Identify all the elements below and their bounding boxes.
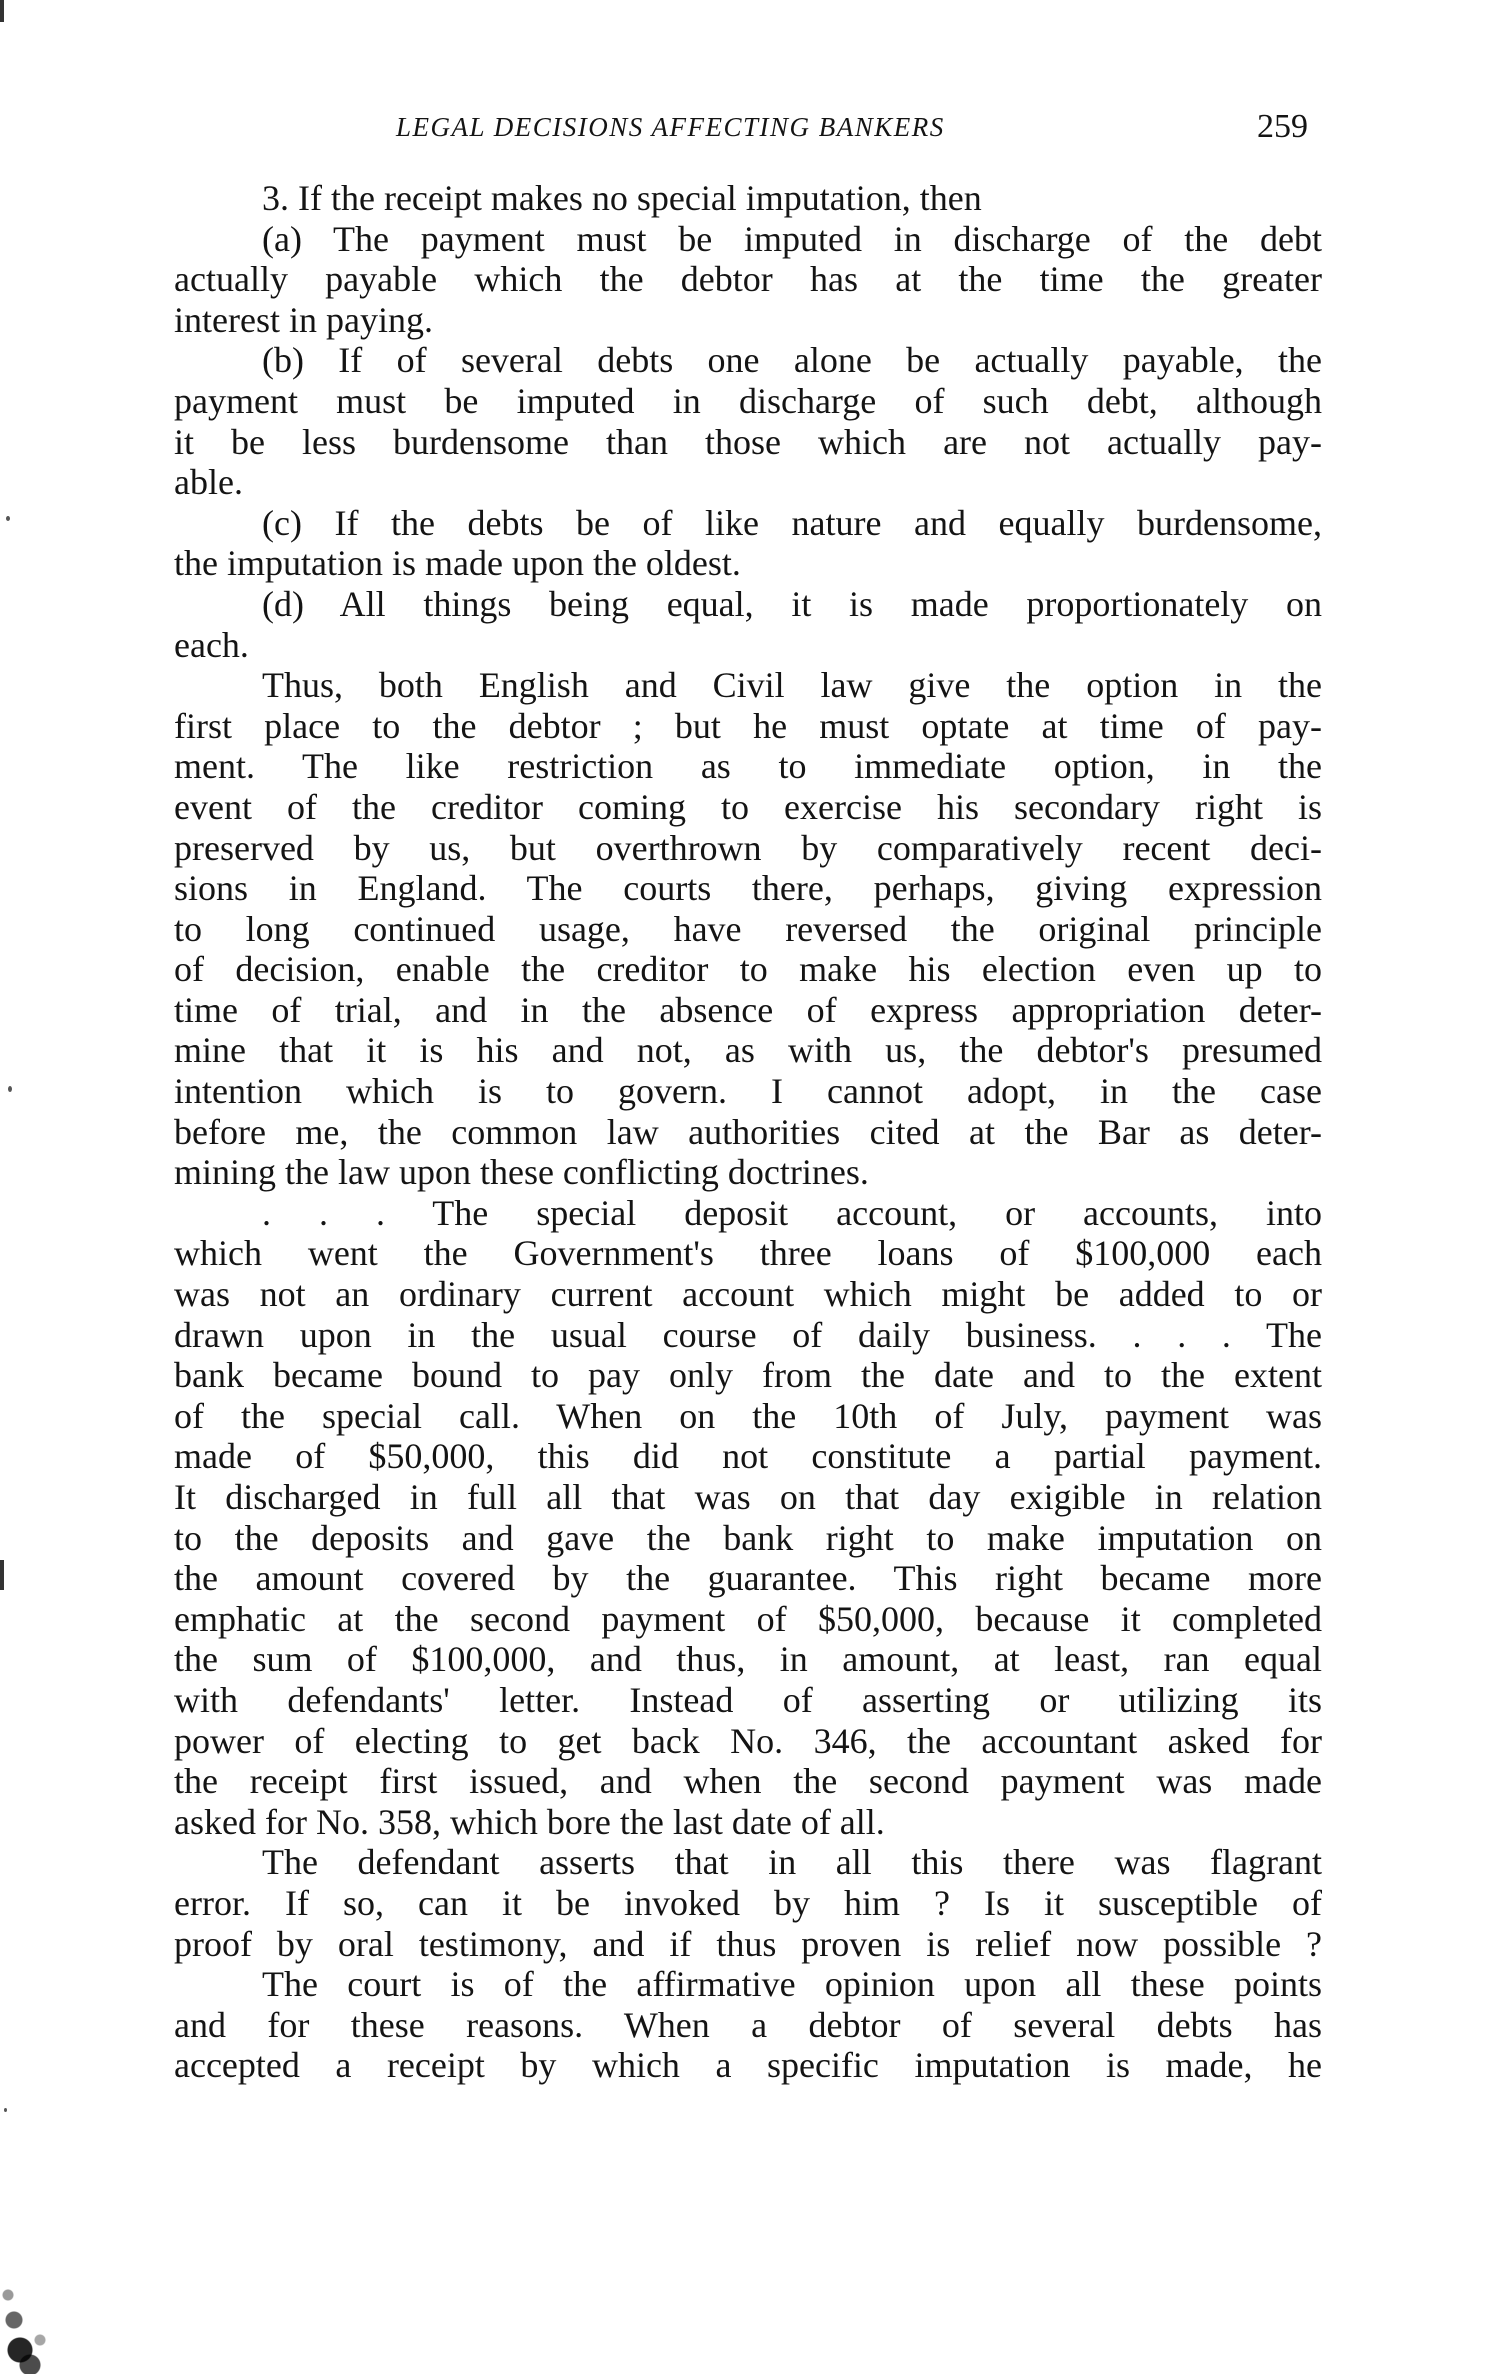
text-line: and for these reasons. When a debtor of several debts has <box>174 2004 1322 2045</box>
margin-speck <box>4 2108 7 2112</box>
text-line: actually payable which the debtor has at the time the greater <box>174 259 1322 300</box>
text-line: . . . The special deposit account, or accounts, into <box>262 1192 1322 1233</box>
margin-speck <box>8 1086 12 1092</box>
text-line: it be less burdensome than those which are not actually pay- <box>174 421 1322 462</box>
text-line: which went the Government's three loans of $100,000 each <box>174 1233 1322 1274</box>
text-line: mine that it is his and not, as with us, the debtor's presumed <box>174 1030 1322 1071</box>
text-line: to long continued usage, have reversed the original principle <box>174 908 1322 949</box>
text-line: (a) The payment must be imputed in discharge of the debt <box>262 218 1322 259</box>
left-edge-mark <box>0 1560 4 1590</box>
text-line: to the deposits and gave the bank right to make imputation on <box>174 1517 1322 1558</box>
text-line: time of trial, and in the absence of express appropriation deter- <box>174 989 1322 1030</box>
text-line: error. If so, can it be invoked by him ? Is it susceptible of <box>174 1882 1322 1923</box>
text-line: The court is of the affirmative opinion upon all these points <box>262 1964 1322 2005</box>
text-line: interest in paying. <box>174 299 433 340</box>
text-line: sions in England. The courts there, perhaps, giving expression <box>174 868 1322 909</box>
text-line: accepted a receipt by which a specific imputation is made, he <box>174 2045 1322 2086</box>
text-line: made of $50,000, this did not constitute a partial payment. <box>174 1436 1322 1477</box>
text-line: the imputation is made upon the oldest. <box>174 543 741 584</box>
text-line: payment must be imputed in discharge of such debt, although <box>174 380 1322 421</box>
text-line: ment. The like restriction as to immediate option, in the <box>174 746 1322 787</box>
text-line: The defendant asserts that in all this there was flagrant <box>262 1842 1322 1883</box>
text-line: with defendants' letter. Instead of asserting or utilizing its <box>174 1679 1322 1720</box>
text-line: emphatic at the second payment of $50,000, because it completed <box>174 1598 1322 1639</box>
page-header <box>174 110 1322 150</box>
page-number: 259 <box>1257 108 1308 145</box>
text-line: before me, the common law authorities cited at the Bar as deter- <box>174 1111 1322 1152</box>
text-line: first place to the debtor ; but he must optate at time of pay- <box>174 705 1322 746</box>
text-line: of the special call. When on the 10th of July, payment was <box>174 1395 1322 1436</box>
text-line: the receipt first issued, and when the second payment was made <box>174 1761 1322 1802</box>
text-line: preserved by us, but overthrown by comparatively recent deci- <box>174 827 1322 868</box>
text-line: (d) All things being equal, it is made proportionately on <box>262 583 1322 624</box>
text-line: bank became bound to pay only from the date and to the extent <box>174 1355 1322 1396</box>
text-line: Thus, both English and Civil law give the option in the <box>262 665 1322 706</box>
text-line: drawn upon in the usual course of daily business. . . . The <box>174 1314 1322 1355</box>
text-line: It discharged in full all that was on that day exigible in relation <box>174 1477 1322 1517</box>
text-line: event of the creditor coming to exercise his secondary right is <box>174 786 1322 827</box>
text-line: asked for No. 358, which bore the last date of all. <box>174 1801 885 1842</box>
running-head: LEGAL DECISIONS AFFECTING BANKERS <box>396 112 945 142</box>
text-line: (c) If the debts be of like nature and equally burdensome, <box>262 502 1322 543</box>
left-edge-mark <box>0 0 4 22</box>
corner-smudge <box>0 2200 60 2374</box>
text-line: the amount covered by the guarantee. This right became more <box>174 1558 1322 1599</box>
margin-speck <box>6 516 10 521</box>
text-line: the sum of $100,000, and thus, in amount, at least, ran equal <box>174 1639 1322 1680</box>
text-line: each. <box>174 624 249 665</box>
text-line: (b) If of several debts one alone be actually payable, the <box>262 340 1322 381</box>
text-line: power of electing to get back No. 346, the accountant asked for <box>174 1720 1322 1761</box>
text-line: intention which is to govern. I cannot adopt, in the case <box>174 1071 1322 1112</box>
text-line: able. <box>174 462 243 503</box>
text-line: 3. If the receipt makes no special imputation, then <box>262 178 982 218</box>
text-line: of decision, enable the creditor to make his election even up to <box>174 949 1322 990</box>
text-line: was not an ordinary current account which might be added to or <box>174 1274 1322 1315</box>
text-line: proof by oral testimony, and if thus proven is relief now possible ? <box>174 1923 1322 1964</box>
body-text <box>174 178 1322 2086</box>
text-line: mining the law upon these conflicting doctrines. <box>174 1152 869 1193</box>
